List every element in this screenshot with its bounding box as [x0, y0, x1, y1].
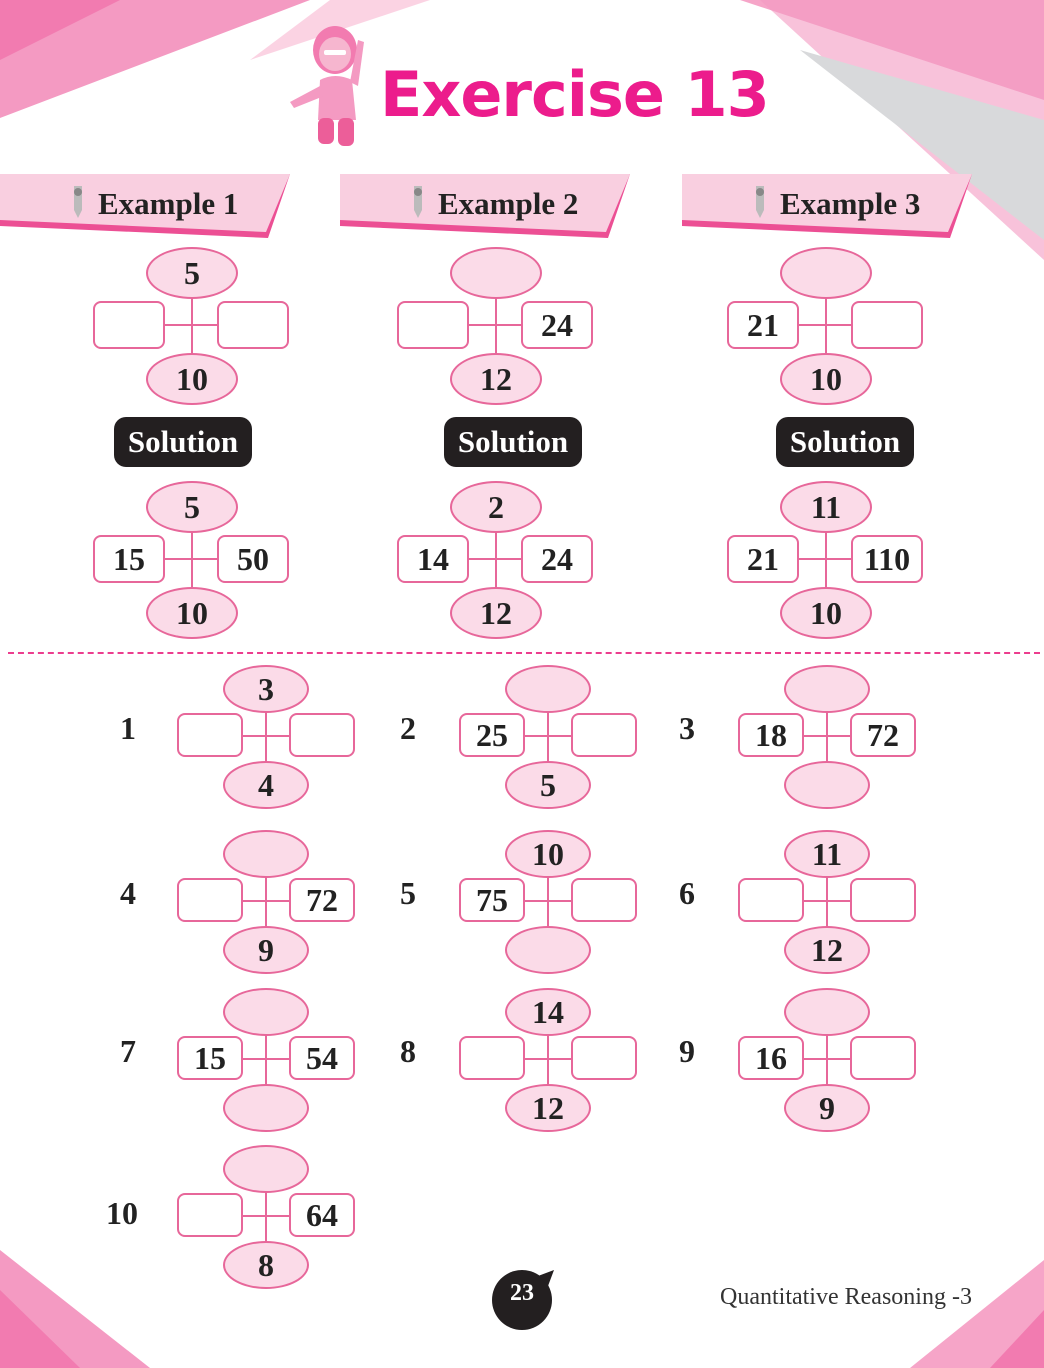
bottom-oval: 12: [784, 926, 870, 974]
top-oval[interactable]: [223, 1145, 309, 1193]
question-number: 9: [679, 1033, 695, 1069]
left-box[interactable]: [738, 878, 804, 922]
top-oval: 14: [505, 988, 591, 1036]
page-title: Exercise 13: [380, 58, 769, 131]
question-number: 10: [106, 1195, 138, 1231]
right-box: 50: [217, 535, 289, 583]
girl-character-icon: [280, 20, 380, 152]
solution-badge: Solution: [444, 417, 582, 467]
example-2-label: Example 2: [438, 186, 579, 221]
bottom-oval: 8: [223, 1241, 309, 1289]
left-box[interactable]: [177, 1193, 243, 1237]
page-number: 23: [510, 1280, 534, 1306]
left-box[interactable]: [177, 878, 243, 922]
bottom-oval: 9: [223, 926, 309, 974]
left-box[interactable]: [459, 1036, 525, 1080]
right-box: 110: [851, 535, 923, 583]
right-box: 24: [521, 535, 593, 583]
example-1-label: Example 1: [98, 186, 239, 221]
right-box[interactable]: [571, 878, 637, 922]
right-box: 24: [521, 301, 593, 349]
left-box: 15: [177, 1036, 243, 1080]
right-box: 64: [289, 1193, 355, 1237]
question-number: 5: [400, 875, 416, 911]
top-oval: 11: [780, 481, 872, 533]
left-box: 15: [93, 535, 165, 583]
right-box[interactable]: [850, 1036, 916, 1080]
top-oval: 2: [450, 481, 542, 533]
right-box[interactable]: [850, 878, 916, 922]
pencil-icon: [66, 184, 90, 220]
bottom-oval: 10: [146, 587, 238, 639]
right-box[interactable]: [571, 713, 637, 757]
bottom-oval: 10: [146, 353, 238, 405]
bottom-oval: 12: [450, 587, 542, 639]
section-divider: [8, 652, 1040, 654]
question-number: 8: [400, 1033, 416, 1069]
right-box[interactable]: [217, 301, 289, 349]
bottom-oval: 10: [780, 587, 872, 639]
left-box[interactable]: [397, 301, 469, 349]
top-oval[interactable]: [223, 988, 309, 1036]
right-box: 72: [850, 713, 916, 757]
bottom-oval[interactable]: [223, 1084, 309, 1132]
bottom-oval[interactable]: [505, 926, 591, 974]
left-box: 21: [727, 301, 799, 349]
top-oval[interactable]: [780, 247, 872, 299]
bottom-oval: 12: [450, 353, 542, 405]
example-3-label: Example 3: [780, 186, 921, 221]
top-oval: 10: [505, 830, 591, 878]
pencil-icon: [406, 184, 430, 220]
right-box[interactable]: [571, 1036, 637, 1080]
left-box: 21: [727, 535, 799, 583]
bottom-oval: 9: [784, 1084, 870, 1132]
left-box: 14: [397, 535, 469, 583]
solution-badge: Solution: [114, 417, 252, 467]
top-oval[interactable]: [784, 988, 870, 1036]
left-box[interactable]: [177, 713, 243, 757]
right-box[interactable]: [851, 301, 923, 349]
bottom-oval: 12: [505, 1084, 591, 1132]
right-box[interactable]: [289, 713, 355, 757]
top-oval: 5: [146, 247, 238, 299]
bottom-oval[interactable]: [784, 761, 870, 809]
pencil-icon: [748, 184, 772, 220]
left-box: 75: [459, 878, 525, 922]
bottom-oval: 5: [505, 761, 591, 809]
book-title: Quantitative Reasoning -3: [720, 1284, 972, 1310]
top-oval[interactable]: [505, 665, 591, 713]
top-oval: 3: [223, 665, 309, 713]
left-box: 25: [459, 713, 525, 757]
right-box: 54: [289, 1036, 355, 1080]
question-number: 6: [679, 875, 695, 911]
left-box: 16: [738, 1036, 804, 1080]
top-oval[interactable]: [784, 665, 870, 713]
top-oval: 5: [146, 481, 238, 533]
left-box: 18: [738, 713, 804, 757]
left-box[interactable]: [93, 301, 165, 349]
top-oval[interactable]: [450, 247, 542, 299]
question-number: 7: [120, 1033, 136, 1069]
top-oval[interactable]: [223, 830, 309, 878]
question-number: 1: [120, 710, 136, 746]
right-box: 72: [289, 878, 355, 922]
bottom-oval: 4: [223, 761, 309, 809]
solution-badge: Solution: [776, 417, 914, 467]
question-number: 2: [400, 710, 416, 746]
top-oval: 11: [784, 830, 870, 878]
bottom-oval: 10: [780, 353, 872, 405]
question-number: 3: [679, 710, 695, 746]
question-number: 4: [120, 875, 136, 911]
